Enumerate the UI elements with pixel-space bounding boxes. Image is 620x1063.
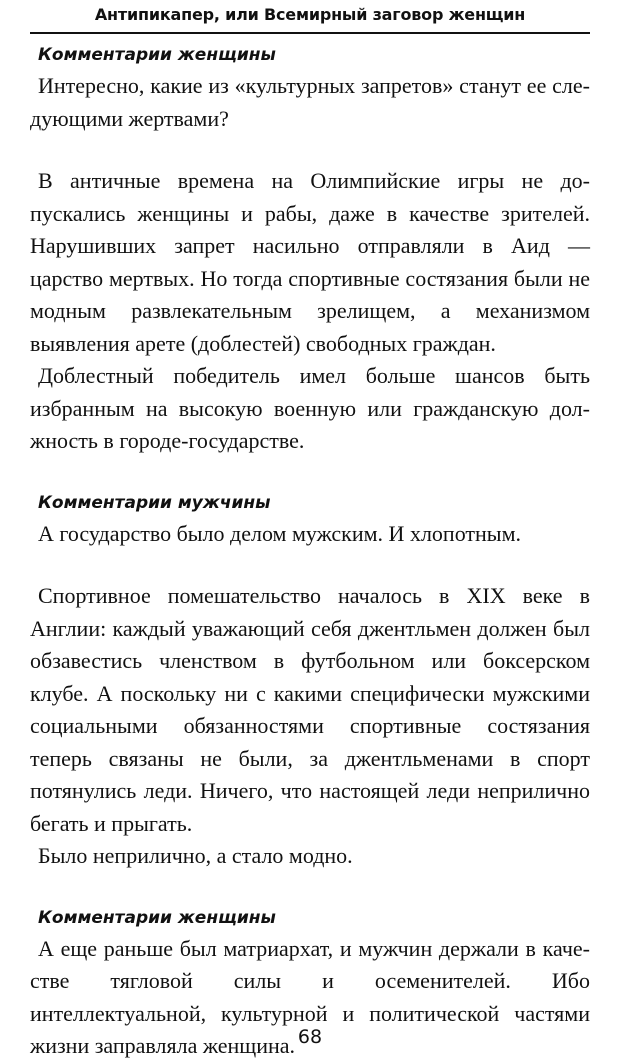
comment-text-women-2: А еще раньше был матриархат, и мужчин держали в качестве тягловой силы и осеменителей. Ибо интеллектуальной, культурной и политической частями жизни заправляла женщина. bbox=[30, 935, 590, 1058]
comment-text-women-1: Интересно, какие из «культурных запретов» станут ее следующими жертвами? bbox=[30, 73, 590, 131]
paragraph-england: Спортивное помешательство началось в XIX веке в Англии: каждый уважающий себя джентльмен должен был обзавестись членством в футбольном или боксерском клубе. А поскольку ни с какими специфически мужскими социальными обязанностями спортивные состязания теперь связаны не были, за джентльменами в спорт потянулись леди. Ничего, что настоящей леди неприлично бегать и прыгать. bbox=[30, 583, 590, 836]
comment-text-men: А государство было делом мужским. И хлопотным. bbox=[38, 520, 521, 546]
comment-label-women-1: Комментарии женщины bbox=[38, 45, 276, 65]
running-title: Антипикапер, или Всемирный заговор женщин bbox=[94, 5, 526, 24]
comment-label-women-2: Комментарии женщины bbox=[38, 907, 276, 928]
comment-label-men: Комментарии мужчины bbox=[38, 492, 271, 513]
header-rule bbox=[30, 32, 590, 34]
page-body bbox=[30, 40, 590, 1063]
paragraph-fashion: Было неприлично, а стало модно. bbox=[38, 843, 353, 868]
page-number: 68 bbox=[297, 1026, 323, 1048]
paragraph-antiquity: В античные времена на Олимпийские игры не допускались женщины и рабы, даже в качестве зрителей. Нарушивших запрет насильно отправляли в Аид — царство мертвых. Но тогда спортивные состязания были не модным развлекательным зрелищем, а механизмом выявления арете (доблестей) свободных граждан. bbox=[30, 168, 590, 356]
paragraph-winner: Доблестный победитель имел больше шансов быть избранным на высокую военную или гражданскую должность в городе-государстве. bbox=[30, 363, 590, 453]
